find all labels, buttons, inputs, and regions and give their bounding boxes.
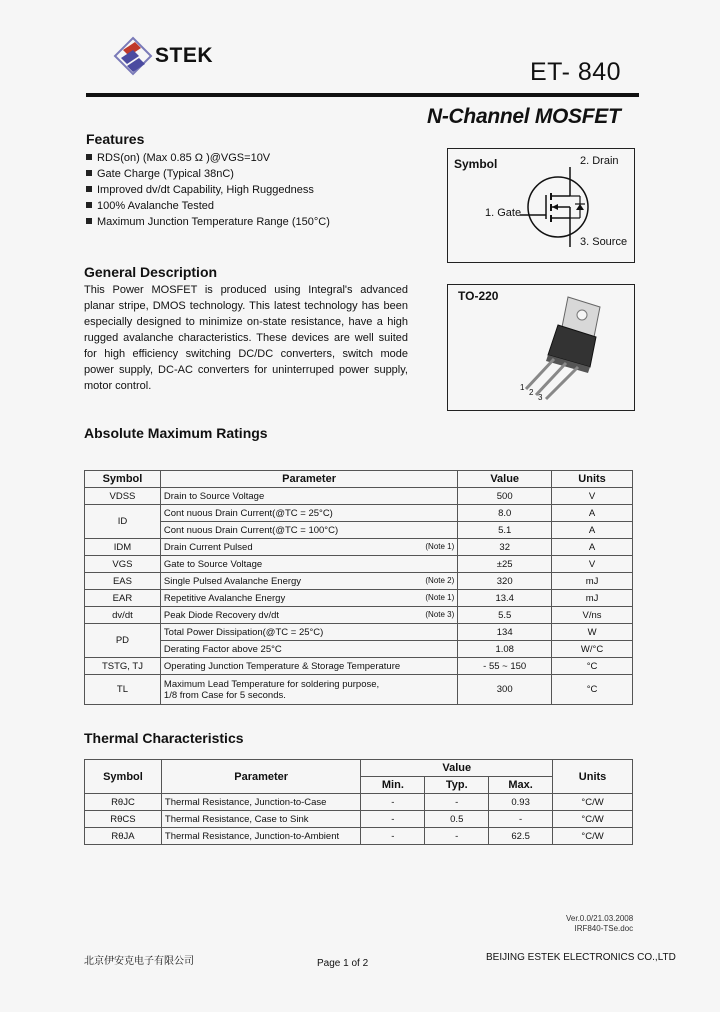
feature-item: 100% Avalanche Tested: [86, 198, 330, 214]
page-title: N-Channel MOSFET: [427, 105, 621, 128]
feature-item: Gate Charge (Typical 38nC): [86, 166, 330, 182]
footer-company-en: BEIJING ESTEK ELECTRONICS CO.,LTD: [486, 952, 676, 963]
unit-cell: mJ: [552, 590, 633, 607]
param-cell: Peak Diode Recovery dv/dt (Note 3): [160, 607, 457, 624]
param-cell: Derating Factor above 25°C: [160, 641, 457, 658]
version-info: [566, 914, 633, 934]
value-cell: 32: [458, 539, 552, 556]
unit-cell: °C/W: [553, 794, 633, 811]
features-heading: Features: [86, 131, 145, 147]
package-label: TO-220: [458, 289, 499, 303]
package-box: [447, 284, 635, 411]
pin-label: 1: [520, 383, 525, 392]
unit-cell: W: [552, 624, 633, 641]
symbol-box: [447, 148, 635, 263]
value-cell: 13.4: [458, 590, 552, 607]
table-row: [85, 607, 633, 624]
unit-cell: W/°C: [552, 641, 633, 658]
general-description-text: This Power MOSFET is produced using Integral's advanced planar stripe, DMOS technology. This latest technology has been especially designed to minimize on-state resistance, have a high rugged avalanche characteristics. These devices are well suited for high efficiency switching DC/DC converters, switch mode power supply, DC-AC converters for uninterruped power supply, motor control.: [84, 284, 408, 392]
param-cell: Thermal Resistance, Case to Sink: [161, 811, 361, 828]
typ-cell: -: [425, 828, 489, 845]
symbol-cell: RθJA: [85, 828, 162, 845]
param-cell: Drain to Source Voltage: [160, 488, 457, 505]
table-row: [85, 675, 633, 705]
param-cell: Gate to Source Voltage: [160, 556, 457, 573]
feature-item: Improved dv/dt Capability, High Ruggedness: [86, 182, 330, 198]
table-row: [85, 811, 633, 828]
value-cell: 5.1: [458, 522, 552, 539]
pin-label: 3: [538, 393, 543, 402]
min-cell: -: [361, 794, 425, 811]
value-cell: 8.0: [458, 505, 552, 522]
table-row: [85, 794, 633, 811]
param-cell: Repetitive Avalanche Energy (Note 1): [160, 590, 457, 607]
symbol-cell: VDSS: [85, 488, 161, 505]
max-cell: 62.5: [489, 828, 553, 845]
table-row: [85, 658, 633, 675]
symbol-cell: IDM: [85, 539, 161, 556]
symbol-cell: RθJC: [85, 794, 162, 811]
table-row: [85, 624, 633, 641]
col-header: Value: [458, 471, 552, 488]
max-cell: -: [489, 811, 553, 828]
value-cell: ±25: [458, 556, 552, 573]
param-cell: Thermal Resistance, Junction-to-Ambient: [161, 828, 361, 845]
note-ref: (Note 2): [425, 575, 455, 585]
param-cell: Operating Junction Temperature & Storage Temperature: [160, 658, 457, 675]
stek-logo-mark: [113, 36, 153, 76]
col-header: Symbol: [85, 760, 162, 794]
value-cell: 320: [458, 573, 552, 590]
version-line: Ver.0.0/21.03.2008: [566, 914, 634, 923]
table-row: [85, 641, 633, 658]
unit-cell: °C: [552, 658, 633, 675]
table-row: [85, 522, 633, 539]
part-number: ET- 840: [530, 58, 622, 86]
col-header: Min.: [361, 777, 425, 794]
value-cell: - 55 ~ 150: [458, 658, 552, 675]
unit-cell: V/ns: [552, 607, 633, 624]
company-name: STEK: [155, 44, 214, 67]
param-cell: Cont nuous Drain Current(@TC = 100°C): [160, 522, 457, 539]
table-row: [85, 539, 633, 556]
pin-label: 2: [529, 388, 534, 397]
param-cell: Maximum Lead Temperature for soldering purpose, 1/8 from Case for 5 seconds.: [160, 675, 457, 705]
note-ref: (Note 3): [425, 609, 455, 619]
symbol-cell: TSTG, TJ: [85, 658, 161, 675]
min-cell: -: [361, 828, 425, 845]
gate-label: 1. Gate: [485, 207, 522, 219]
table-row: [85, 505, 633, 522]
doc-name: IRF840-TSe.doc: [574, 924, 634, 933]
value-cell: 1.08: [458, 641, 552, 658]
col-header: Parameter: [160, 471, 457, 488]
page-number: Page 1 of 2: [317, 958, 369, 969]
value-cell: 5.5: [458, 607, 552, 624]
table-row: [85, 556, 633, 573]
drain-label: 2. Drain: [580, 155, 619, 167]
value-cell: 134: [458, 624, 552, 641]
unit-cell: A: [552, 505, 633, 522]
note-ref: (Note 1): [425, 541, 455, 551]
table-row: [85, 573, 633, 590]
feature-item: RDS(on) (Max 0.85 Ω )@VGS=10V: [86, 150, 330, 166]
features-list: [86, 150, 330, 230]
unit-cell: V: [552, 488, 633, 505]
param-cell: Thermal Resistance, Junction-to-Case: [161, 794, 361, 811]
unit-cell: A: [552, 522, 633, 539]
symbol-label: Symbol: [454, 157, 498, 171]
thermal-table: [84, 759, 633, 845]
col-header: Value: [361, 760, 553, 777]
general-description-heading: General Description: [84, 264, 218, 280]
value-cell: 500: [458, 488, 552, 505]
note-ref: (Note 1): [425, 592, 455, 602]
to220-package-icon: [508, 293, 618, 403]
table-row: [85, 590, 633, 607]
source-label: 3. Source: [580, 236, 628, 248]
mosfet-symbol-icon: [518, 167, 598, 247]
symbol-cell: EAS: [85, 573, 161, 590]
unit-cell: V: [552, 556, 633, 573]
symbol-cell: dv/dt: [85, 607, 161, 624]
unit-cell: °C/W: [553, 811, 633, 828]
symbol-cell: VGS: [85, 556, 161, 573]
col-header: Units: [553, 760, 633, 794]
thermal-heading: Thermal Characteristics: [84, 730, 244, 746]
value-cell: 300: [458, 675, 552, 705]
unit-cell: A: [552, 539, 633, 556]
symbol-cell: PD: [85, 624, 161, 658]
max-cell: 0.93: [489, 794, 553, 811]
feature-item: Maximum Junction Temperature Range (150°C): [86, 214, 330, 230]
symbol-cell: RθCS: [85, 811, 162, 828]
param-cell: Total Power Dissipation(@TC = 25°C): [160, 624, 457, 641]
unit-cell: mJ: [552, 573, 633, 590]
table-row: [85, 828, 633, 845]
table-header-row: [85, 471, 633, 488]
col-header: Units: [552, 471, 633, 488]
unit-cell: °C/W: [553, 828, 633, 845]
min-cell: -: [361, 811, 425, 828]
table-header-row: [85, 760, 633, 777]
symbol-cell: EAR: [85, 590, 161, 607]
abs-max-table: [84, 470, 633, 705]
col-header: Typ.: [425, 777, 489, 794]
symbol-cell: TL: [85, 675, 161, 705]
abs-max-heading: Absolute Maximum Ratings: [84, 425, 268, 441]
col-header: Max.: [489, 777, 553, 794]
param-cell: Cont nuous Drain Current(@TC = 25°C): [160, 505, 457, 522]
unit-cell: °C: [552, 675, 633, 705]
header-rule: [86, 93, 639, 97]
symbol-cell: ID: [85, 505, 161, 539]
col-header: Parameter: [161, 760, 361, 794]
footer-company-cn: 北京伊安克电子有限公司: [84, 956, 194, 967]
typ-cell: 0.5: [425, 811, 489, 828]
param-cell: Drain Current Pulsed (Note 1): [160, 539, 457, 556]
param-cell: Single Pulsed Avalanche Energy (Note 2): [160, 573, 457, 590]
table-row: [85, 488, 633, 505]
typ-cell: -: [425, 794, 489, 811]
col-header: Symbol: [85, 471, 161, 488]
